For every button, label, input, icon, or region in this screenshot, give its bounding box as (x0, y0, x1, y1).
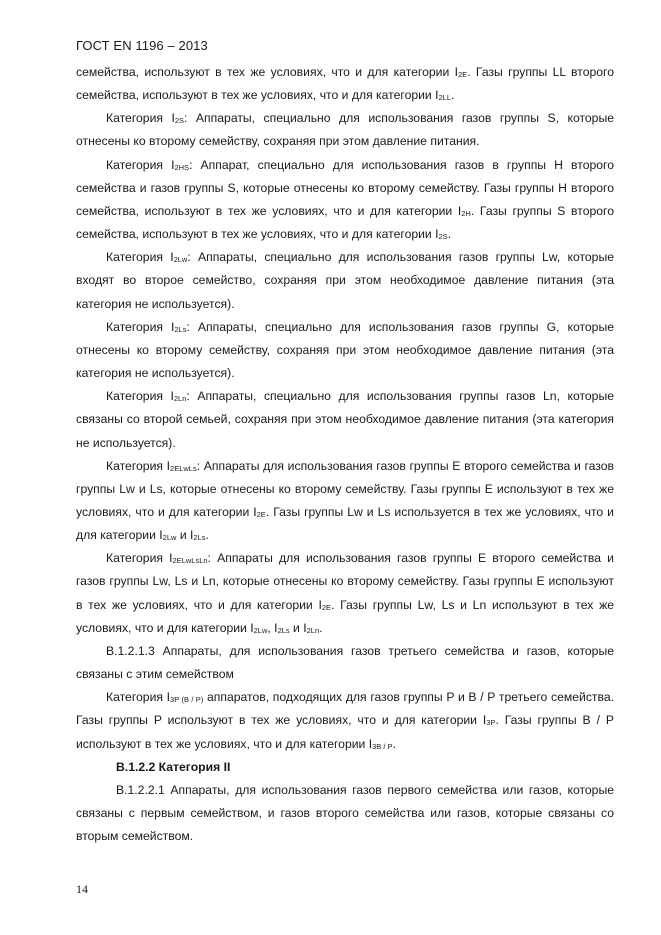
text-run: и I (176, 528, 194, 543)
text-run: : Аппараты для использования газов группы E второго семейства и газов группы Lw и Ls, которые отнесены ко второму семейству. Газы группы E используют в тех же условиях, что и для категории I (76, 458, 614, 519)
subscript: 2Ls (193, 533, 206, 543)
subscript: 2S (438, 232, 448, 242)
subscript: 2Ls (277, 625, 290, 635)
text-run: , I (267, 620, 278, 635)
text-run: : Аппараты, специально для использования газов группы Lw, которые входят во второе семейство, сохраняя при этом необходимое давление питания (эта категория не используется). (76, 250, 614, 311)
text-run: : Аппараты, специально для использования группы газов Ln, которые связаны со второй семьей, сохраняя при этом необходимое давление питания (эта категория не используется). (76, 389, 614, 450)
text-run: Категория I (106, 250, 174, 265)
subscript: 2Lw (162, 533, 177, 543)
text-run: . Газы группы Lw, Ls и Ln используют в тех же условиях, что и для категории I (76, 597, 614, 635)
subscript: 2ELwLsLn (172, 556, 208, 566)
paragraph (76, 686, 614, 755)
text-run: : Аппарат, специально для использования газов в группы H второго семейства и газов группы S, которые отнесены ко второму семейству. Газы группы H второго семейства, используют в тех же условиях, что и для категории I (76, 157, 614, 218)
subscript: 2Ln (306, 625, 320, 635)
paragraph (76, 547, 614, 640)
subscript: 2Lw (253, 625, 268, 635)
text-run: . (319, 620, 323, 635)
text-run: и I (289, 620, 307, 635)
document-header: ГОСТ EN 1196 – 2013 (76, 38, 208, 53)
page-number: 14 (76, 882, 88, 896)
text-run: . (447, 227, 452, 242)
text-run: . Газы группы Lw и Ls используется в тех же условиях, что и для категории I (76, 504, 614, 543)
text-run: . (205, 528, 209, 543)
subscript: 2E (458, 70, 468, 79)
subscript: 2E (256, 509, 266, 519)
subscript: 2HS (174, 162, 190, 172)
text-run: : Аппараты для использования газов группы E второго семейства и газов группы Lw, Ls и Ln, которые отнесены ко второму семейству. Газы группы E используют в тех же условиях, что и для категории I (76, 551, 614, 612)
subscript: 2Lw (173, 255, 188, 265)
subscript: 2Ls (174, 324, 187, 334)
text-run: . (451, 88, 455, 103)
text-run: . (392, 736, 396, 751)
subscript: 2ELwLs (170, 463, 197, 473)
subscript: 3P (486, 718, 496, 728)
text-run: . Газы группы S второго семейства, используют в тех же условиях, что и для категории I (76, 203, 615, 242)
text-run: Категория I (106, 389, 174, 404)
subscript: 3B / P (372, 741, 393, 751)
paragraph (76, 246, 614, 315)
paragraph (76, 107, 614, 153)
subscript: 2LL (438, 93, 452, 103)
subscript: 2H (461, 208, 471, 218)
text-run: В.1.2.2 Категория II (116, 759, 231, 774)
text-run: В.1.2.1.3 Аппараты, для использования газов третьего семейства и газов, которые связаны с этим семейством (76, 643, 614, 682)
subscript: 2E (321, 602, 332, 612)
document-body (76, 61, 614, 848)
paragraph (76, 455, 614, 548)
paragraph (76, 385, 614, 454)
paragraph (76, 640, 614, 686)
text-run: аппаратов, подходящих для газов группы P и B / P третьего семейства. Газы группы P используют в тех же условиях, что и для категории I (76, 690, 614, 728)
subscript: 2Ln (173, 394, 187, 404)
text-run: Категория I (106, 111, 175, 126)
text-run: Категория I (106, 319, 175, 334)
text-run: Категория I (106, 690, 171, 705)
text-run: Категория I (106, 551, 173, 566)
paragraph (76, 316, 614, 385)
section-heading (76, 756, 614, 779)
text-run: семейства, используют в тех же условиях, что и для категории I (76, 65, 458, 79)
text-run: : Аппараты, специально для использования газов группы G, которые отнесены ко второму семейству, сохраняя при этом необходимое давление питания (эта категория не используется). (76, 319, 614, 381)
text-run: Категория I (106, 458, 171, 473)
text-run: : Аппараты, специально для использования газов группы S, которые отнесены ко второму семейству, сохраняя при этом давление питания. (76, 111, 614, 149)
text-run: . Газы группы B / P используют в тех же условиях, что и для категории I (76, 713, 614, 751)
text-run: Категория I (106, 157, 175, 172)
text-run: . Газы группы LL второго семейства, используют в тех же условиях, что и для категории I (76, 65, 614, 103)
paragraph (76, 779, 614, 848)
text-run: В.1.2.2.1 Аппараты, для использования газов первого семейства или газов, которые связаны с первым семейством, и газов второго семейства или газов, которые связаны со вторым семейством. (76, 782, 614, 844)
paragraph (76, 61, 614, 107)
subscript: 3P (B / P) (170, 695, 204, 705)
paragraph (76, 154, 614, 247)
subscript: 2S (174, 116, 185, 126)
